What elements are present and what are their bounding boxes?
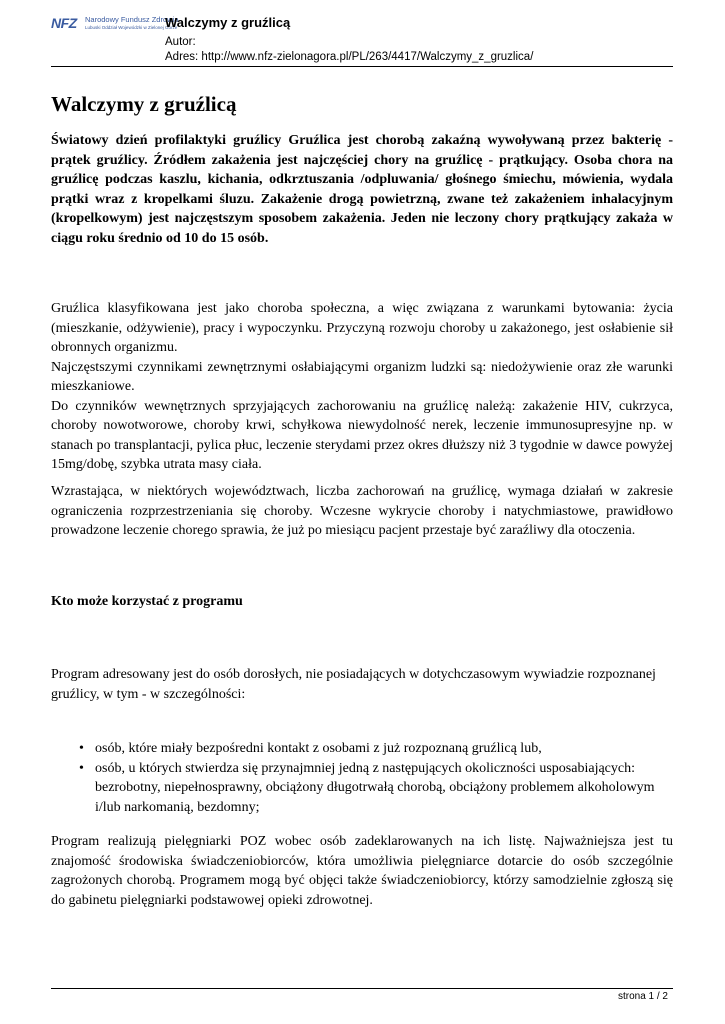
paragraph-program-target: Program adresowany jest do osób dorosłych, nie posiadających w dotychczasowym wywiadzie rozpoznanej gruźlicy, w tym - w szczególności: — [51, 667, 656, 702]
header-author: Autor: — [165, 36, 196, 48]
paragraph-prevention: Wzrastająca, w niektórych województwach, liczba zachorowań na gruźlicę, wymaga działań w zakresie ograniczenia rozprzestrzeniania się choroby. Wczesne wykrycie choroby i natychmiastowe, prawidłowo prowadzone leczenie chorego sprawia, że już po miesiącu pacjent przestaje być zaraźliwy dla otoczenia. — [51, 484, 673, 538]
list-item-text: osób, które miały bezpośredni kontakt z osobami z już rozpoznaną gruźlicą lub, — [95, 741, 542, 756]
lead-paragraph: Światowy dzień profilaktyki gruźlicy Gruźlica jest chorobą zakaźną wywoływaną przez bakterię - prątek gruźlicy. Źródłem zakażenia jest najczęściej chory na gruźlicę - prątkujący. Osoba chora na gruźlicę podczas kaszlu, kichania, odkrztuszania /odpluwania/ głośnego śmiechu, mówienia, wydala prątki wraz z kropelkami śluzu. Zakażenie drogą powietrzną, zwane też zakażeniem inhalacyjnym (kropelkowym) jest najczęstszym sposobem zakażenia. Jeden nie leczony chory prątkujący zakaża w ciągu roku średnio od 10 do 15 osób. — [51, 133, 673, 246]
section-title: Kto może korzystać z programu — [51, 594, 243, 609]
header-title: Walczymy z gruźlicą — [165, 15, 291, 30]
logo-mark: NFZ — [51, 15, 77, 31]
bullet-icon: • — [79, 741, 84, 756]
logo-text: Narodowy Fundusz Zdrowia — [85, 15, 179, 24]
header-address: Adres: http://www.nfz-zielonagora.pl/PL/263/4417/Walczymy_z_gruzlica/ — [165, 51, 534, 63]
bullet-icon: • — [79, 760, 84, 776]
paragraph-line: Gruźlica klasyfikowana jest jako choroba społeczna, a więc związana z warunkami bytowania: życia (mieszkanie, odżywienie), pracy i wypoczynku. Przyczyną rozwoju choroby u zakażonego, jest osłabienie sił obronnych organizmu. — [51, 301, 673, 355]
list-item — [51, 759, 673, 818]
page-number: strona 1 / 2 — [617, 991, 668, 1002]
document-header — [51, 12, 673, 67]
nfz-logo — [51, 14, 179, 36]
paragraph-nurses: Program realizują pielęgniarki POZ wobec osób zadeklarowanych na ich listę. Najważniejsza jest tu znajomość środowiska świadczeniobiorców, która umożliwia pielęgniarce dotarcie do osób szczególnie zagrożonych chorobą. Programem mogą być objęci także świadczeniobiorcy, którzy samodzielnie zgłoszą się do gabinetu pielęgniarki podstawowej opieki zdrowotnej. — [51, 834, 673, 908]
paragraph-risk-factors — [51, 299, 673, 475]
page-title: Walczymy z gruźlicą — [51, 92, 237, 116]
footer-divider — [51, 988, 673, 989]
target-group-list — [51, 739, 673, 817]
list-item — [51, 739, 673, 759]
paragraph-line: Do czynników wewnętrznych sprzyjających zachorowaniu na gruźlicę należą: zakażenie HIV, cukrzyca, choroby nowotworowe, choroby krwi, schyłkowa niewydolność nerek, leczenie immunosupresyjne np. w stanach po transplantacji, pylica płuc, leczenie sterydami przez okres dłuższy niż 3 tygodnie w dawce powyżej 15mg/dobę, szybka utrata masy ciała. — [51, 398, 673, 472]
logo-subtext: Lubuski Oddział Wojewódzki w Zielonej Górze — [85, 25, 178, 30]
paragraph-line: Najczęstszymi czynnikami zewnętrznymi osłabiającymi organizm ludzki są: niedożywienie oraz złe warunki mieszkaniowe. — [51, 359, 673, 394]
list-item-text: osób, u których stwierdza się przynajmniej jedną z następujących okoliczności usposabiających: bezrobotny, niepełnosprawny, obciążony długotrwałą chorobą, obciążony problemem alkoholowym i/lub narkomanią, bezdomny; — [95, 760, 655, 815]
